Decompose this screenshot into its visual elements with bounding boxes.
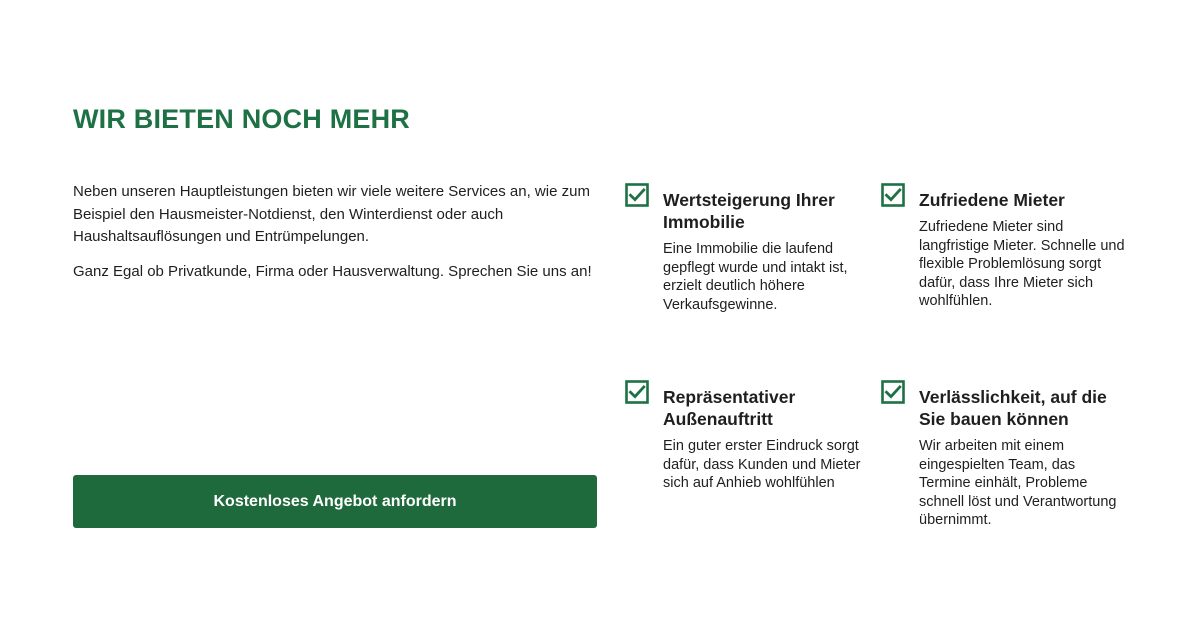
feature-title: Repräsentativer Außenauftritt	[663, 387, 796, 429]
intro-paragraph: Neben unseren Hauptleistungen bieten wir viele weitere Services an, wie zum Beispiel den Hausmeister-Notdienst, den Winterdienst oder auch Haushaltsauflösungen und Entrümpelungen.	[73, 183, 590, 245]
section-heading: WIR BIETEN NOCH MEHR	[73, 104, 410, 134]
request-offer-button[interactable]: Kostenloses Angebot anfordern	[73, 475, 597, 528]
feature-title: Verlässlichkeit, auf die Sie bauen können	[919, 387, 1107, 429]
feature-description: Zufriedene Mieter sind langfristige Mieter. Schnelle und flexible Problemlösung sorgt dafür, dass Ihre Mieter sich wohlfühlen.	[919, 219, 1125, 309]
intro-paragraph: Ganz Egal ob Privatkunde, Firma oder Hausverwaltung. Sprechen Sie uns an!	[73, 262, 592, 280]
checkbox-checked-icon	[625, 183, 649, 207]
feature-title: Wertsteigerung Ihrer Immobilie	[663, 190, 835, 232]
feature-description: Ein guter erster Eindruck sorgt dafür, dass Kunden und Mieter sich auf Anhieb wohlfühlen	[663, 438, 861, 491]
checkbox-checked-icon	[625, 380, 649, 404]
intro-text	[73, 181, 603, 295]
feature-title: Zufriedene Mieter	[919, 190, 1065, 210]
feature-description: Eine Immobilie die laufend gepflegt wurde und intakt ist, erzielt deutlich höhere Verkaufsgewinne.	[663, 241, 848, 313]
checkbox-checked-icon	[881, 183, 905, 207]
checkbox-checked-icon	[881, 380, 905, 404]
feature-description: Wir arbeiten mit einem eingespielten Team, das Termine einhält, Probleme schnell löst und Verantwortung übernimmt.	[919, 438, 1117, 528]
